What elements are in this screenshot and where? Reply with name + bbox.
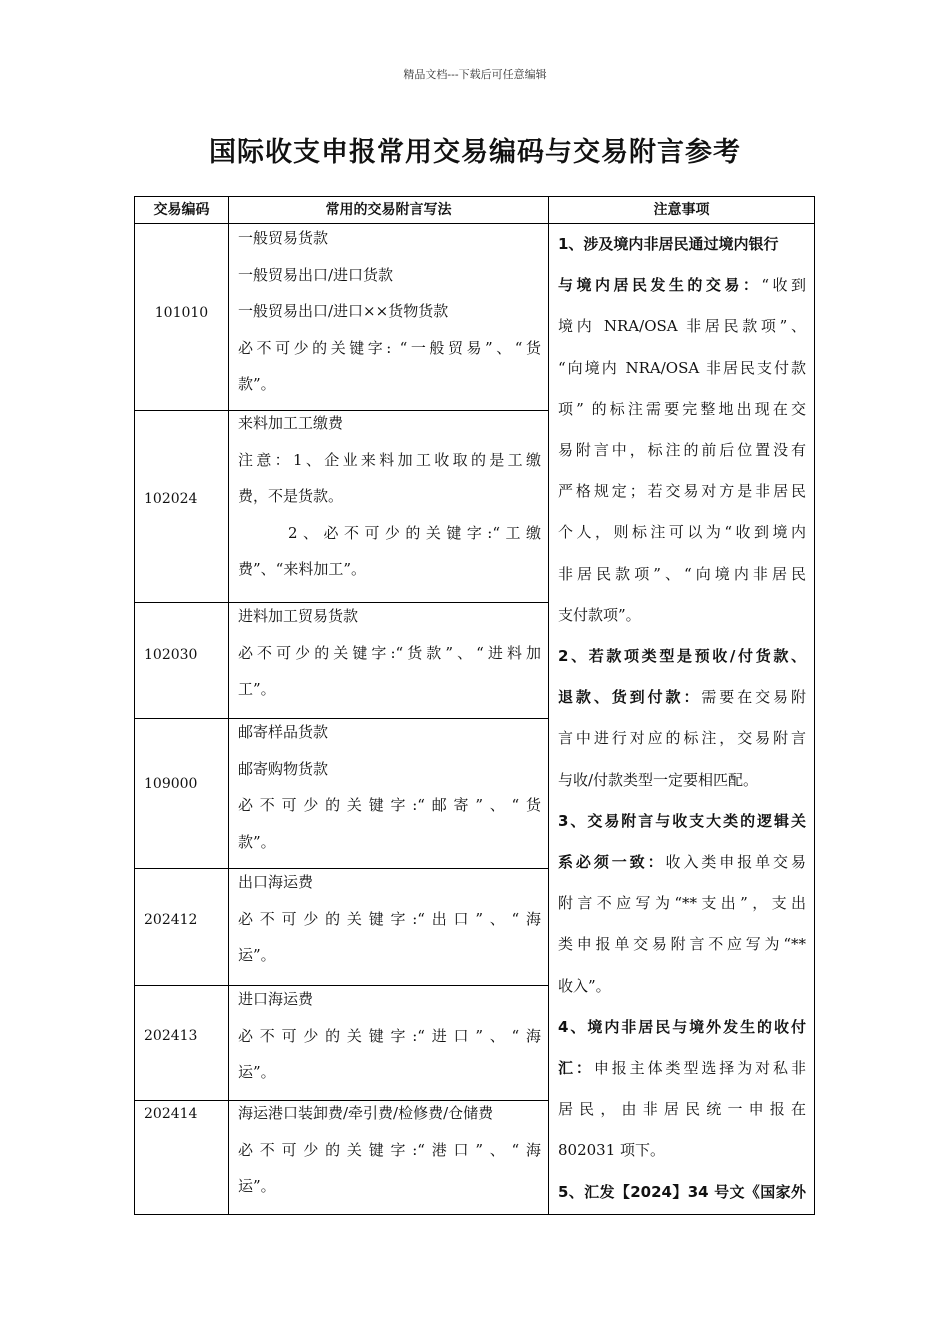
column-divider <box>548 197 549 1214</box>
transaction-code: 202414 <box>144 1106 198 1122</box>
note-emphasis: 系必须一致： <box>558 853 666 872</box>
table-row <box>135 224 548 411</box>
note-emphasis: 汇： <box>558 1059 594 1078</box>
note-line: 4、境内非居民与境外发生的收付 <box>558 1017 806 1036</box>
note-line <box>558 842 806 883</box>
note-line: 非居民款项”、“向境内非居民 <box>558 564 806 583</box>
column-header-code: 交易编码 <box>153 202 210 218</box>
memo-line: 费，不是货款。 <box>238 487 344 505</box>
memo-line: 来料加工工缴费 <box>238 414 344 432</box>
note-line: 易附言中，标注的前后位置没有 <box>558 441 806 460</box>
page-header-note: 精品文档---下载后可任意编辑 <box>403 68 547 81</box>
note-line <box>558 677 806 718</box>
memo-line: 必不可少的关键字:“邮寄”、“货 <box>238 796 541 814</box>
note-text: “收到 <box>761 276 806 295</box>
note-line: “向境内 NRA/OSA 非居民支付款 <box>558 358 806 377</box>
memo-line: 一般贸易货款 <box>238 229 329 247</box>
note-line: 类申报单交易附言不应写为“** <box>558 935 806 954</box>
memo-line: 款”。 <box>238 375 276 393</box>
memo-line: 一般贸易出口/进口货款 <box>238 265 394 284</box>
memo-line: 进料加工贸易货款 <box>238 607 359 625</box>
note-line: 收入”。 <box>558 976 611 995</box>
transaction-code: 101010 <box>154 305 209 321</box>
memo-line: 2、必不可少的关键字:“工缴 <box>288 523 541 542</box>
note-line: 2、若款项类型是预收/付货款、 <box>558 647 806 666</box>
note-line: 支付款项”。 <box>558 605 641 624</box>
table-row <box>135 411 548 603</box>
memo-line: 工”。 <box>238 680 276 698</box>
note-emphasis: 与境内居民发生的交易： <box>558 276 762 295</box>
table-row <box>135 603 548 719</box>
note-text: 需要在交易附 <box>701 688 806 707</box>
note-line: 境内 NRA/OSA 非居民款项”、 <box>558 317 806 336</box>
memo-cell <box>238 598 541 708</box>
column-header-memo: 常用的交易附言写法 <box>325 202 452 218</box>
note-text: 收入类申报单交易 <box>665 853 806 872</box>
note-line: 802031 项下。 <box>558 1141 666 1160</box>
memo-line: 必不可少的关键字:“出口”、“海 <box>238 909 541 928</box>
memo-line: 必不可少的关键字:“港口”、“海 <box>238 1140 541 1159</box>
note-line: 项” 的标注需要完整地出现在交 <box>558 399 806 418</box>
note-line: 个人，则标注可以为“收到境内 <box>558 523 806 542</box>
table-row <box>135 1101 548 1214</box>
memo-line: 进口海运费 <box>238 990 314 1008</box>
transaction-code: 109000 <box>144 776 198 792</box>
transaction-code: 102030 <box>144 647 198 663</box>
memo-line: 运”。 <box>238 1063 276 1081</box>
note-line <box>558 1048 806 1089</box>
transaction-code: 102024 <box>144 491 198 507</box>
note-line: 严格规定；若交易对方是非居民 <box>558 482 806 501</box>
note-line: 与收/付款类型一定要相匹配。 <box>558 770 759 789</box>
note-line: 5、汇发【2024】34 号文《国家外 <box>558 1182 806 1201</box>
memo-line: 邮寄购物货款 <box>238 759 329 778</box>
memo-line: 注意：1、企业来料加工收取的是工缴 <box>238 450 541 469</box>
note-line: 3、交易附言与收支大类的逻辑关 <box>558 811 806 830</box>
note-emphasis: 退款、货到付款： <box>558 688 702 707</box>
table-row <box>135 719 548 869</box>
memo-line: 出口海运费 <box>238 873 314 891</box>
memo-line: 运”。 <box>238 1177 276 1195</box>
memo-line: 必不可少的关键字: “一般贸易”、“货 <box>238 338 541 357</box>
transaction-code: 202412 <box>144 912 198 928</box>
table-row <box>135 986 548 1101</box>
note-line <box>558 265 806 306</box>
reference-table <box>134 196 815 1215</box>
note-line: 居民，由非居民统一申报在 <box>558 1100 806 1119</box>
column-header-notes: 注意事项 <box>653 202 710 218</box>
table-row <box>135 869 548 986</box>
document-title: 国际收支申报常用交易编码与交易附言参考 <box>209 137 741 168</box>
memo-line: 一般贸易出口/进口××货物货款 <box>238 302 449 320</box>
memo-line: 海运港口装卸费/牵引费/检修费/仓储费 <box>238 1104 494 1122</box>
memo-cell <box>238 981 541 1091</box>
note-line: 附言不应写为“**支出”，支出 <box>558 894 806 913</box>
memo-cell <box>238 220 541 403</box>
memo-line: 费”、“来料加工”。 <box>238 560 367 578</box>
memo-cell <box>238 405 541 588</box>
memo-line: 邮寄样品货款 <box>238 723 329 741</box>
note-text: 申报主体类型选择为对私非 <box>593 1059 806 1078</box>
memo-cell <box>238 1095 541 1205</box>
memo-line: 必不可少的关键字:“货款”、“进料加 <box>238 643 541 662</box>
memo-cell <box>238 864 541 974</box>
memo-cell <box>238 714 541 860</box>
transaction-code: 202413 <box>144 1028 198 1044</box>
memo-line: 必不可少的关键字:“进口”、“海 <box>238 1026 541 1045</box>
notes-cell <box>558 224 806 1213</box>
note-line: 1、涉及境内非居民通过境内银行 <box>558 235 779 253</box>
note-line: 言中进行对应的标注，交易附言 <box>558 729 806 748</box>
memo-line: 款”。 <box>238 832 276 851</box>
memo-line: 运”。 <box>238 946 276 964</box>
